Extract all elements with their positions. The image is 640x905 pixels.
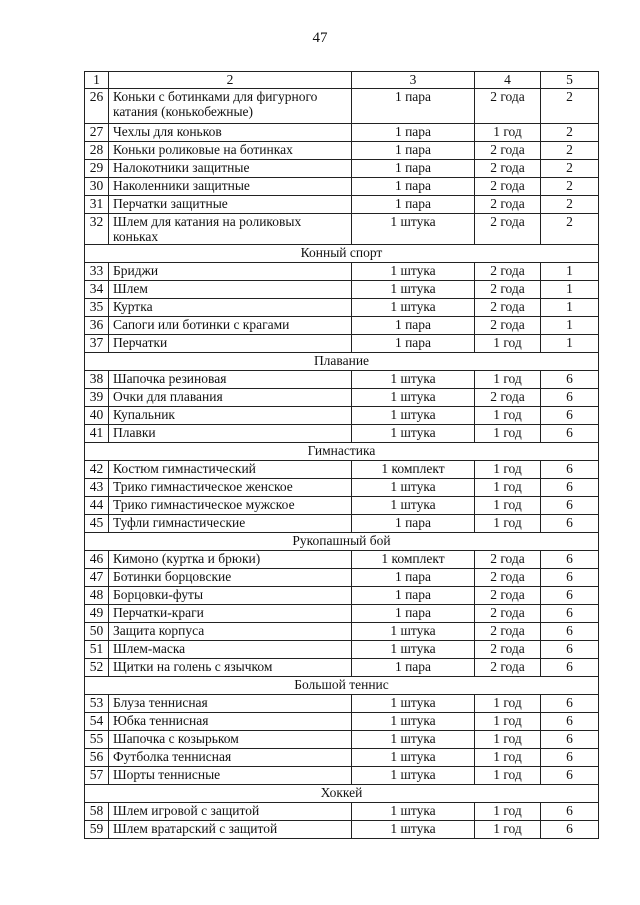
item-term: 1 год bbox=[475, 713, 541, 731]
table-row bbox=[85, 479, 599, 497]
item-quantity: 1 штука bbox=[352, 214, 475, 245]
table-row bbox=[85, 605, 599, 623]
item-term: 1 год bbox=[475, 124, 541, 142]
item-term: 2 года bbox=[475, 178, 541, 196]
item-col5: 6 bbox=[541, 695, 599, 713]
item-term: 2 года bbox=[475, 623, 541, 641]
equipment-table bbox=[84, 71, 599, 839]
item-term: 1 год bbox=[475, 821, 541, 839]
header-cell-5: 5 bbox=[541, 72, 599, 89]
item-quantity: 1 пара bbox=[352, 317, 475, 335]
item-term: 1 год bbox=[475, 731, 541, 749]
row-number: 57 bbox=[85, 767, 109, 785]
item-quantity: 1 штука bbox=[352, 803, 475, 821]
table-row bbox=[85, 299, 599, 317]
row-number: 38 bbox=[85, 371, 109, 389]
item-quantity: 1 пара bbox=[352, 605, 475, 623]
item-term: 2 года bbox=[475, 263, 541, 281]
item-name: Блуза теннисная bbox=[109, 695, 352, 713]
table-row bbox=[85, 497, 599, 515]
table-row bbox=[85, 749, 599, 767]
item-term: 1 год bbox=[475, 497, 541, 515]
item-term: 1 год bbox=[475, 371, 541, 389]
item-col5: 6 bbox=[541, 479, 599, 497]
header-cell-4: 4 bbox=[475, 72, 541, 89]
row-number: 55 bbox=[85, 731, 109, 749]
row-number: 58 bbox=[85, 803, 109, 821]
item-name: Сапоги или ботинки с крагами bbox=[109, 317, 352, 335]
table-row bbox=[85, 281, 599, 299]
item-term: 1 год bbox=[475, 695, 541, 713]
item-term: 2 года bbox=[475, 317, 541, 335]
item-quantity: 1 штука bbox=[352, 425, 475, 443]
item-name: Кимоно (куртка и брюки) bbox=[109, 551, 352, 569]
item-term: 2 года bbox=[475, 551, 541, 569]
item-term: 1 год bbox=[475, 479, 541, 497]
item-term: 1 год bbox=[475, 461, 541, 479]
section-row bbox=[85, 533, 599, 551]
item-col5: 6 bbox=[541, 767, 599, 785]
item-term: 1 год bbox=[475, 425, 541, 443]
item-col5: 6 bbox=[541, 551, 599, 569]
item-col5: 6 bbox=[541, 389, 599, 407]
item-quantity: 1 штука bbox=[352, 479, 475, 497]
item-name: Коньки роликовые на ботинках bbox=[109, 142, 352, 160]
item-col5: 6 bbox=[541, 497, 599, 515]
item-quantity: 1 штука bbox=[352, 623, 475, 641]
item-quantity: 1 комплект bbox=[352, 551, 475, 569]
table-row bbox=[85, 178, 599, 196]
table-row bbox=[85, 731, 599, 749]
section-title: Плавание bbox=[85, 353, 599, 371]
item-name: Куртка bbox=[109, 299, 352, 317]
row-number: 59 bbox=[85, 821, 109, 839]
item-name: Плавки bbox=[109, 425, 352, 443]
item-quantity: 1 штука bbox=[352, 749, 475, 767]
item-quantity: 1 пара bbox=[352, 178, 475, 196]
table-row bbox=[85, 317, 599, 335]
section-row bbox=[85, 245, 599, 263]
item-name: Шлем-маска bbox=[109, 641, 352, 659]
item-name: Щитки на голень с язычком bbox=[109, 659, 352, 677]
item-col5: 6 bbox=[541, 659, 599, 677]
item-col5: 6 bbox=[541, 371, 599, 389]
item-quantity: 1 пара bbox=[352, 335, 475, 353]
item-name: Шапочка резиновая bbox=[109, 371, 352, 389]
item-quantity: 1 пара bbox=[352, 196, 475, 214]
row-number: 41 bbox=[85, 425, 109, 443]
item-term: 2 года bbox=[475, 142, 541, 160]
table-row bbox=[85, 587, 599, 605]
row-number: 52 bbox=[85, 659, 109, 677]
item-quantity: 1 штука bbox=[352, 731, 475, 749]
table-row bbox=[85, 461, 599, 479]
item-quantity: 1 пара bbox=[352, 659, 475, 677]
item-term: 2 года bbox=[475, 659, 541, 677]
row-number: 49 bbox=[85, 605, 109, 623]
item-col5: 6 bbox=[541, 425, 599, 443]
item-col5: 6 bbox=[541, 641, 599, 659]
table-body bbox=[85, 72, 599, 839]
item-quantity: 1 штука bbox=[352, 767, 475, 785]
header-row bbox=[85, 72, 599, 89]
item-col5: 6 bbox=[541, 713, 599, 731]
section-row bbox=[85, 677, 599, 695]
item-col5: 1 bbox=[541, 335, 599, 353]
row-number: 35 bbox=[85, 299, 109, 317]
table-row bbox=[85, 695, 599, 713]
item-quantity: 1 штука bbox=[352, 281, 475, 299]
item-quantity: 1 штука bbox=[352, 641, 475, 659]
item-quantity: 1 штука bbox=[352, 299, 475, 317]
item-col5: 2 bbox=[541, 178, 599, 196]
item-term: 2 года bbox=[475, 196, 541, 214]
item-name: Перчатки защитные bbox=[109, 196, 352, 214]
item-quantity: 1 пара bbox=[352, 89, 475, 124]
item-name: Перчатки bbox=[109, 335, 352, 353]
item-term: 1 год bbox=[475, 515, 541, 533]
item-name: Юбка теннисная bbox=[109, 713, 352, 731]
item-term: 2 года bbox=[475, 281, 541, 299]
header-cell-3: 3 bbox=[352, 72, 475, 89]
row-number: 48 bbox=[85, 587, 109, 605]
item-term: 2 года bbox=[475, 214, 541, 245]
row-number: 32 bbox=[85, 214, 109, 245]
section-row bbox=[85, 785, 599, 803]
item-name: Защита корпуса bbox=[109, 623, 352, 641]
item-quantity: 1 штука bbox=[352, 371, 475, 389]
table-row bbox=[85, 569, 599, 587]
item-name: Шапочка с козырьком bbox=[109, 731, 352, 749]
table-row bbox=[85, 89, 599, 124]
item-name: Коньки с ботинками для фигурного катания (конькобежные) bbox=[109, 89, 352, 124]
item-name: Налокотники защитные bbox=[109, 160, 352, 178]
item-name: Шорты теннисные bbox=[109, 767, 352, 785]
item-name: Футболка теннисная bbox=[109, 749, 352, 767]
item-name: Борцовки-футы bbox=[109, 587, 352, 605]
item-term: 2 года bbox=[475, 299, 541, 317]
item-term: 2 года bbox=[475, 641, 541, 659]
header-cell-1: 1 bbox=[85, 72, 109, 89]
table-row bbox=[85, 389, 599, 407]
row-number: 40 bbox=[85, 407, 109, 425]
table-row bbox=[85, 551, 599, 569]
section-title: Хоккей bbox=[85, 785, 599, 803]
item-term: 1 год bbox=[475, 767, 541, 785]
item-col5: 1 bbox=[541, 263, 599, 281]
section-title: Гимнастика bbox=[85, 443, 599, 461]
item-name: Костюм гимнастический bbox=[109, 461, 352, 479]
item-name: Трико гимнастическое женское bbox=[109, 479, 352, 497]
item-term: 2 года bbox=[475, 160, 541, 178]
table-row bbox=[85, 196, 599, 214]
row-number: 36 bbox=[85, 317, 109, 335]
item-name: Перчатки-краги bbox=[109, 605, 352, 623]
item-col5: 6 bbox=[541, 461, 599, 479]
table-row bbox=[85, 641, 599, 659]
item-name: Шлем игровой с защитой bbox=[109, 803, 352, 821]
table-row bbox=[85, 713, 599, 731]
item-quantity: 1 пара bbox=[352, 142, 475, 160]
row-number: 29 bbox=[85, 160, 109, 178]
item-quantity: 1 штука bbox=[352, 497, 475, 515]
item-col5: 2 bbox=[541, 142, 599, 160]
table-row bbox=[85, 821, 599, 839]
item-col5: 6 bbox=[541, 605, 599, 623]
item-col5: 6 bbox=[541, 623, 599, 641]
item-quantity: 1 штука bbox=[352, 263, 475, 281]
item-quantity: 1 штука bbox=[352, 713, 475, 731]
item-quantity: 1 штука bbox=[352, 389, 475, 407]
table-row bbox=[85, 214, 599, 245]
item-col5: 2 bbox=[541, 160, 599, 178]
item-col5: 1 bbox=[541, 299, 599, 317]
item-name: Туфли гимнастические bbox=[109, 515, 352, 533]
section-title: Рукопашный бой bbox=[85, 533, 599, 551]
item-col5: 6 bbox=[541, 749, 599, 767]
item-quantity: 1 пара bbox=[352, 587, 475, 605]
item-term: 2 года bbox=[475, 605, 541, 623]
row-number: 42 bbox=[85, 461, 109, 479]
item-name: Чехлы для коньков bbox=[109, 124, 352, 142]
item-quantity: 1 штука bbox=[352, 695, 475, 713]
table-row bbox=[85, 425, 599, 443]
section-row bbox=[85, 353, 599, 371]
item-term: 1 год bbox=[475, 749, 541, 767]
row-number: 44 bbox=[85, 497, 109, 515]
item-name: Шлем вратарский с защитой bbox=[109, 821, 352, 839]
row-number: 30 bbox=[85, 178, 109, 196]
table-row bbox=[85, 623, 599, 641]
section-title: Конный спорт bbox=[85, 245, 599, 263]
item-name: Бриджи bbox=[109, 263, 352, 281]
row-number: 47 bbox=[85, 569, 109, 587]
item-col5: 6 bbox=[541, 407, 599, 425]
row-number: 31 bbox=[85, 196, 109, 214]
item-col5: 6 bbox=[541, 515, 599, 533]
item-name: Шлем bbox=[109, 281, 352, 299]
table-row bbox=[85, 335, 599, 353]
table-row bbox=[85, 407, 599, 425]
table-row bbox=[85, 263, 599, 281]
section-row bbox=[85, 443, 599, 461]
row-number: 33 bbox=[85, 263, 109, 281]
row-number: 27 bbox=[85, 124, 109, 142]
item-col5: 2 bbox=[541, 124, 599, 142]
header-cell-2: 2 bbox=[109, 72, 352, 89]
item-quantity: 1 пара bbox=[352, 569, 475, 587]
table-row bbox=[85, 160, 599, 178]
row-number: 46 bbox=[85, 551, 109, 569]
item-name: Купальник bbox=[109, 407, 352, 425]
item-quantity: 1 штука bbox=[352, 407, 475, 425]
row-number: 26 bbox=[85, 89, 109, 124]
row-number: 39 bbox=[85, 389, 109, 407]
item-col5: 6 bbox=[541, 803, 599, 821]
page-number: 47 bbox=[312, 30, 328, 46]
item-quantity: 1 комплект bbox=[352, 461, 475, 479]
row-number: 56 bbox=[85, 749, 109, 767]
item-term: 2 года bbox=[475, 89, 541, 124]
item-term: 2 года bbox=[475, 587, 541, 605]
section-title: Большой теннис bbox=[85, 677, 599, 695]
table-row bbox=[85, 515, 599, 533]
item-col5: 2 bbox=[541, 89, 599, 124]
row-number: 43 bbox=[85, 479, 109, 497]
item-term: 1 год bbox=[475, 407, 541, 425]
item-name: Очки для плавания bbox=[109, 389, 352, 407]
item-col5: 1 bbox=[541, 317, 599, 335]
item-name: Шлем для катания на роликовых коньках bbox=[109, 214, 352, 245]
item-term: 1 год bbox=[475, 335, 541, 353]
item-col5: 2 bbox=[541, 214, 599, 245]
row-number: 50 bbox=[85, 623, 109, 641]
item-col5: 6 bbox=[541, 587, 599, 605]
item-col5: 6 bbox=[541, 731, 599, 749]
item-quantity: 1 штука bbox=[352, 821, 475, 839]
row-number: 37 bbox=[85, 335, 109, 353]
row-number: 34 bbox=[85, 281, 109, 299]
table-row bbox=[85, 124, 599, 142]
item-name: Трико гимнастическое мужское bbox=[109, 497, 352, 515]
item-name: Ботинки борцовские bbox=[109, 569, 352, 587]
item-quantity: 1 пара bbox=[352, 124, 475, 142]
row-number: 45 bbox=[85, 515, 109, 533]
item-term: 2 года bbox=[475, 389, 541, 407]
item-term: 1 год bbox=[475, 803, 541, 821]
row-number: 28 bbox=[85, 142, 109, 160]
table-row bbox=[85, 659, 599, 677]
row-number: 53 bbox=[85, 695, 109, 713]
table-row bbox=[85, 803, 599, 821]
row-number: 51 bbox=[85, 641, 109, 659]
table-row bbox=[85, 371, 599, 389]
item-term: 2 года bbox=[475, 569, 541, 587]
item-col5: 2 bbox=[541, 196, 599, 214]
item-name: Наколенники защитные bbox=[109, 178, 352, 196]
table-row bbox=[85, 767, 599, 785]
item-col5: 1 bbox=[541, 281, 599, 299]
item-quantity: 1 пара bbox=[352, 515, 475, 533]
item-col5: 6 bbox=[541, 821, 599, 839]
table-row bbox=[85, 142, 599, 160]
item-quantity: 1 пара bbox=[352, 160, 475, 178]
row-number: 54 bbox=[85, 713, 109, 731]
item-col5: 6 bbox=[541, 569, 599, 587]
